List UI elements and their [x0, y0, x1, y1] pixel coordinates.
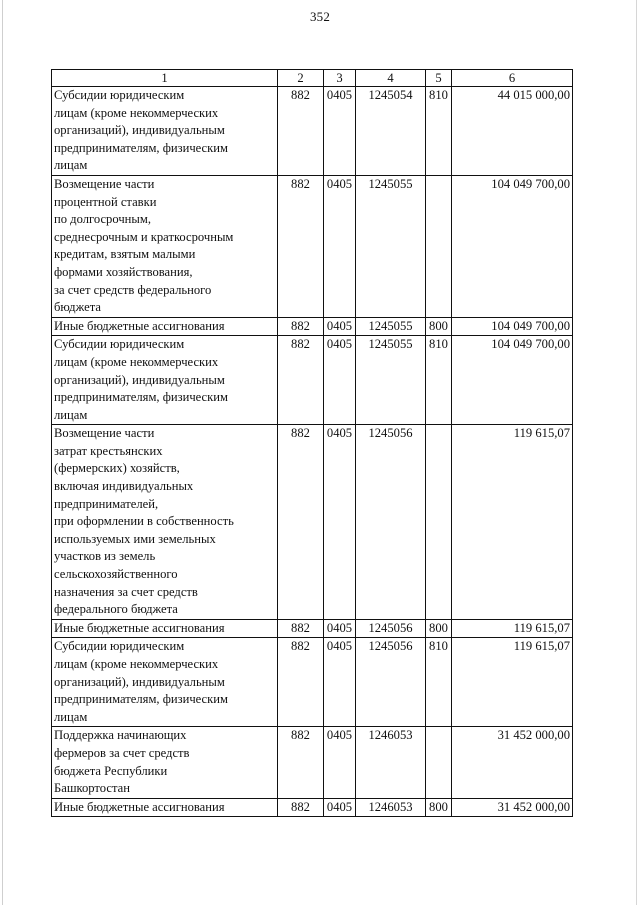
row-amount: 119 615,07	[452, 425, 573, 620]
row-description	[52, 638, 278, 727]
row-amount: 31 452 000,00	[452, 798, 573, 817]
table-row	[52, 87, 573, 176]
row-admin-code: 882	[278, 619, 324, 638]
header-col-6: 6	[452, 70, 573, 87]
description-line: Субсидии юридическим	[54, 337, 185, 352]
description-line: при оформлении в собственность	[54, 514, 234, 529]
table-row	[52, 638, 573, 727]
table-row	[52, 798, 573, 817]
row-admin-code: 882	[278, 175, 324, 317]
row-section-code: 0405	[324, 425, 356, 620]
description-line: организаций), индивидуальным	[54, 123, 225, 138]
row-target-code: 1246053	[356, 727, 426, 798]
row-admin-code: 882	[278, 336, 324, 425]
header-row	[52, 70, 573, 87]
header-col-5: 5	[426, 70, 452, 87]
table-row	[52, 175, 573, 317]
description-line: Иные бюджетные ассигнования	[54, 318, 225, 333]
header-col-4: 4	[356, 70, 426, 87]
row-description	[52, 425, 278, 620]
row-target-code: 1245055	[356, 317, 426, 336]
description-line: лицам (кроме некоммерческих	[54, 105, 219, 120]
row-section-code: 0405	[324, 798, 356, 817]
description-line: сельскохозяйственного	[54, 567, 178, 582]
row-target-code: 1245056	[356, 619, 426, 638]
description-line: организаций), индивидуальным	[54, 674, 225, 689]
description-line: организаций), индивидуальным	[54, 372, 225, 387]
description-line: кредитам, взятым малыми	[54, 247, 196, 262]
description-line: затрат крестьянских	[54, 443, 163, 458]
header-col-2: 2	[278, 70, 324, 87]
row-admin-code: 882	[278, 317, 324, 336]
row-section-code: 0405	[324, 87, 356, 176]
row-expense-type: 810	[426, 87, 452, 176]
description-line: по долгосрочным,	[54, 212, 151, 227]
description-line: Поддержка начинающих	[54, 728, 187, 743]
row-section-code: 0405	[324, 727, 356, 798]
description-line: Иные бюджетные ассигнования	[54, 620, 225, 635]
row-expense-type: 810	[426, 336, 452, 425]
description-line: назначения за счет средств	[54, 584, 198, 599]
description-line: Башкортостан	[54, 781, 130, 796]
row-expense-type: 800	[426, 798, 452, 817]
scan-edge-right	[636, 0, 637, 905]
description-line: бюджета Республики	[54, 763, 168, 778]
table-row	[52, 619, 573, 638]
description-line: бюджета	[54, 300, 101, 315]
row-target-code: 1245055	[356, 336, 426, 425]
table-row	[52, 727, 573, 798]
row-description	[52, 727, 278, 798]
row-target-code: 1245056	[356, 638, 426, 727]
row-admin-code: 882	[278, 87, 324, 176]
row-section-code: 0405	[324, 619, 356, 638]
description-line: Иные бюджетные ассигнования	[54, 799, 225, 814]
description-line: фермеров за счет средств	[54, 745, 190, 760]
row-target-code: 1245055	[356, 175, 426, 317]
row-expense-type: 800	[426, 317, 452, 336]
description-line: предпринимателям, физическим	[54, 692, 228, 707]
description-line: лицам	[54, 709, 88, 724]
budget-table	[51, 69, 573, 817]
table-row	[52, 317, 573, 336]
description-line: федерального бюджета	[54, 602, 178, 617]
description-line: (фермерских) хозяйств,	[54, 461, 180, 476]
description-line: включая индивидуальных	[54, 479, 194, 494]
description-line: лицам	[54, 158, 88, 173]
description-line: участков из земель	[54, 549, 156, 564]
row-amount: 31 452 000,00	[452, 727, 573, 798]
row-target-code: 1246053	[356, 798, 426, 817]
row-section-code: 0405	[324, 638, 356, 727]
row-description	[52, 317, 278, 336]
row-section-code: 0405	[324, 336, 356, 425]
table-row	[52, 336, 573, 425]
row-expense-type: 800	[426, 619, 452, 638]
description-line: предпринимателям, физическим	[54, 390, 228, 405]
description-line: за счет средств федерального	[54, 282, 212, 297]
row-expense-type	[426, 175, 452, 317]
description-line: Субсидии юридическим	[54, 88, 185, 102]
row-admin-code: 882	[278, 425, 324, 620]
description-line: предпринимателям, физическим	[54, 140, 228, 155]
description-line: лицам	[54, 407, 88, 422]
row-description	[52, 798, 278, 817]
row-section-code: 0405	[324, 317, 356, 336]
header-col-3: 3	[324, 70, 356, 87]
row-amount: 104 049 700,00	[452, 175, 573, 317]
description-line: предпринимателей,	[54, 496, 159, 511]
description-line: среднесрочным и краткосрочным	[54, 229, 234, 244]
description-line: Возмещение части	[54, 426, 155, 441]
row-amount: 119 615,07	[452, 638, 573, 727]
row-section-code: 0405	[324, 175, 356, 317]
description-line: процентной ставки	[54, 194, 157, 209]
row-description	[52, 175, 278, 317]
row-description	[52, 336, 278, 425]
description-line: используемых ими земельных	[54, 531, 216, 546]
row-amount: 104 049 700,00	[452, 317, 573, 336]
row-amount: 104 049 700,00	[452, 336, 573, 425]
row-admin-code: 882	[278, 798, 324, 817]
description-line: формами хозяйствования,	[54, 264, 193, 279]
table-header	[52, 70, 573, 87]
row-amount: 119 615,07	[452, 619, 573, 638]
row-description	[52, 619, 278, 638]
description-line: Субсидии юридическим	[54, 639, 185, 654]
row-expense-type: 810	[426, 638, 452, 727]
row-expense-type	[426, 425, 452, 620]
table-row	[52, 425, 573, 620]
table-body	[52, 87, 573, 817]
description-line: лицам (кроме некоммерческих	[54, 657, 219, 671]
row-admin-code: 882	[278, 727, 324, 798]
row-target-code: 1245056	[356, 425, 426, 620]
header-col-1: 1	[52, 70, 278, 87]
row-expense-type	[426, 727, 452, 798]
description-line: лицам (кроме некоммерческих	[54, 354, 219, 369]
page-number: 352	[309, 9, 331, 24]
scan-edge-left	[2, 0, 3, 905]
row-target-code: 1245054	[356, 87, 426, 176]
description-line: Возмещение части	[54, 176, 155, 191]
row-amount: 44 015 000,00	[452, 87, 573, 176]
row-admin-code: 882	[278, 638, 324, 727]
row-description	[52, 87, 278, 176]
